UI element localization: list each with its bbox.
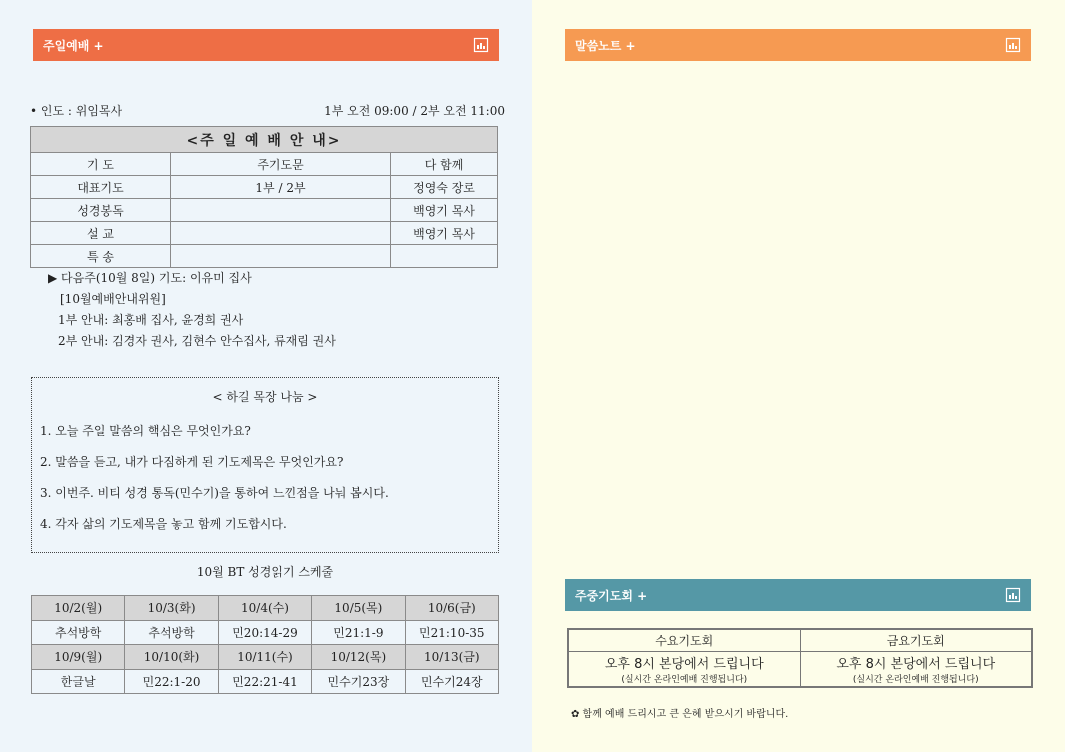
next-week-info — [48, 268, 336, 352]
table-row — [568, 629, 1032, 651]
table-cell: 주기도문 — [171, 153, 391, 176]
bt-schedule-title: 10월 BT 성경읽기 스케줄 — [196, 565, 334, 579]
question-item: 2. 말씀을 듣고, 내가 다짐하게 된 기도제목은 무엇인가요? — [40, 455, 344, 469]
table-row — [31, 199, 498, 222]
question-item: 1. 오늘 주일 말씀의 핵심은 무엇인가요? — [40, 424, 251, 438]
wednesday-prayer-header: 수요기도회 — [568, 629, 800, 651]
first-service-ushers: 1부 안내: 최홍배 집사, 윤경희 권사 — [58, 313, 244, 327]
bt-schedule-table — [31, 595, 499, 694]
table-cell: 특 송 — [31, 245, 171, 268]
prayer-meetings-table — [567, 628, 1033, 688]
table-cell — [391, 245, 498, 268]
wednesday-prayer-info — [568, 651, 800, 687]
sunday-worship-header[interactable] — [33, 29, 499, 61]
table-cell: 10/12(목) — [312, 645, 405, 670]
table-cell: 민수기23장 — [312, 669, 405, 694]
friday-prayer-note: (실시간 온라인예배 진행됩니다) — [852, 674, 979, 685]
friday-prayer-info — [800, 651, 1032, 687]
question-item: 3. 이번주. 비티 성경 통독(민수기)을 통하여 느낀점을 나눠 봅시다. — [40, 486, 389, 500]
table-row — [32, 645, 499, 670]
table-cell: 한글날 — [32, 669, 125, 694]
document-icon[interactable] — [473, 37, 489, 53]
service-times: 1부 오전 09:00 / 2부 오전 11:00 — [324, 104, 505, 118]
friday-prayer-time: 오후 8시 본당에서 드립니다 — [836, 656, 996, 672]
table-cell: 백영기 목사 — [391, 222, 498, 245]
table-cell: 10/10(화) — [125, 645, 218, 670]
table-row — [32, 620, 499, 645]
table-cell: 1부 / 2부 — [171, 176, 391, 199]
table-cell: 민수기24장 — [405, 669, 498, 694]
table-cell: 10/11(수) — [218, 645, 311, 670]
table-row — [32, 669, 499, 694]
leader-line — [30, 102, 505, 119]
second-service-ushers: 2부 안내: 김경자 권사, 김현수 안수집사, 류재림 권사 — [58, 334, 336, 348]
table-cell: 10/9(월) — [32, 645, 125, 670]
table-cell: 기 도 — [31, 153, 171, 176]
table-row — [32, 596, 499, 621]
cell-group-box — [31, 377, 499, 553]
table-row — [31, 153, 498, 176]
document-icon[interactable] — [1005, 37, 1021, 53]
table-cell: 정영숙 장로 — [391, 176, 498, 199]
sermon-notes-header[interactable] — [565, 29, 1031, 61]
table-cell: 10/4(수) — [218, 596, 311, 621]
table-cell: 민20:14-29 — [218, 620, 311, 645]
leader-label: • 인도 : 위임목사 — [30, 104, 123, 118]
table-cell: 10/3(화) — [125, 596, 218, 621]
table-cell: 민22:21-41 — [218, 669, 311, 694]
document-icon[interactable] — [1005, 587, 1021, 603]
table-cell: 추석방학 — [32, 620, 125, 645]
wednesday-prayer-note: (실시간 온라인예배 진행됩니다) — [621, 674, 748, 685]
service-table-title: <주 일 예 배 안 내> — [31, 127, 498, 153]
table-cell: 다 함께 — [391, 153, 498, 176]
table-cell: 설 교 — [31, 222, 171, 245]
sermon-notes-title: 말씀노트 + — [575, 38, 636, 53]
next-week-prayer: ▶ 다음주(10월 8일) 기도: 이유미 집사 — [48, 271, 252, 285]
table-row — [31, 245, 498, 268]
table-cell: 성경봉독 — [31, 199, 171, 222]
table-cell: 민21:1-9 — [312, 620, 405, 645]
service-table — [30, 126, 498, 268]
table-cell — [171, 199, 391, 222]
cell-group-title: < 하길 목장 나눔 > — [212, 390, 318, 404]
midweek-prayer-header[interactable] — [565, 579, 1031, 611]
table-row — [31, 176, 498, 199]
blessing-text: ✿ 함께 예배 드리시고 큰 은혜 받으시기 바랍니다. — [571, 709, 789, 720]
table-cell: 10/6(금) — [405, 596, 498, 621]
friday-prayer-header: 금요기도회 — [800, 629, 1032, 651]
table-cell: 추석방학 — [125, 620, 218, 645]
table-cell: 민22:1-20 — [125, 669, 218, 694]
table-cell — [171, 222, 391, 245]
sunday-worship-title: 주일예배 + — [43, 38, 104, 53]
table-cell — [171, 245, 391, 268]
table-row — [568, 651, 1032, 687]
table-cell: 10/13(금) — [405, 645, 498, 670]
committee-title: [10월예배안내위원] — [60, 292, 166, 306]
question-item: 4. 각자 삶의 기도제목을 놓고 함께 기도합시다. — [40, 517, 287, 531]
table-cell: 10/5(목) — [312, 596, 405, 621]
table-cell: 백영기 목사 — [391, 199, 498, 222]
midweek-prayer-title: 주중기도회 + — [575, 588, 648, 603]
table-row — [31, 222, 498, 245]
wednesday-prayer-time: 오후 8시 본당에서 드립니다 — [604, 656, 764, 672]
table-cell: 대표기도 — [31, 176, 171, 199]
table-cell: 민21:10-35 — [405, 620, 498, 645]
table-cell: 10/2(월) — [32, 596, 125, 621]
